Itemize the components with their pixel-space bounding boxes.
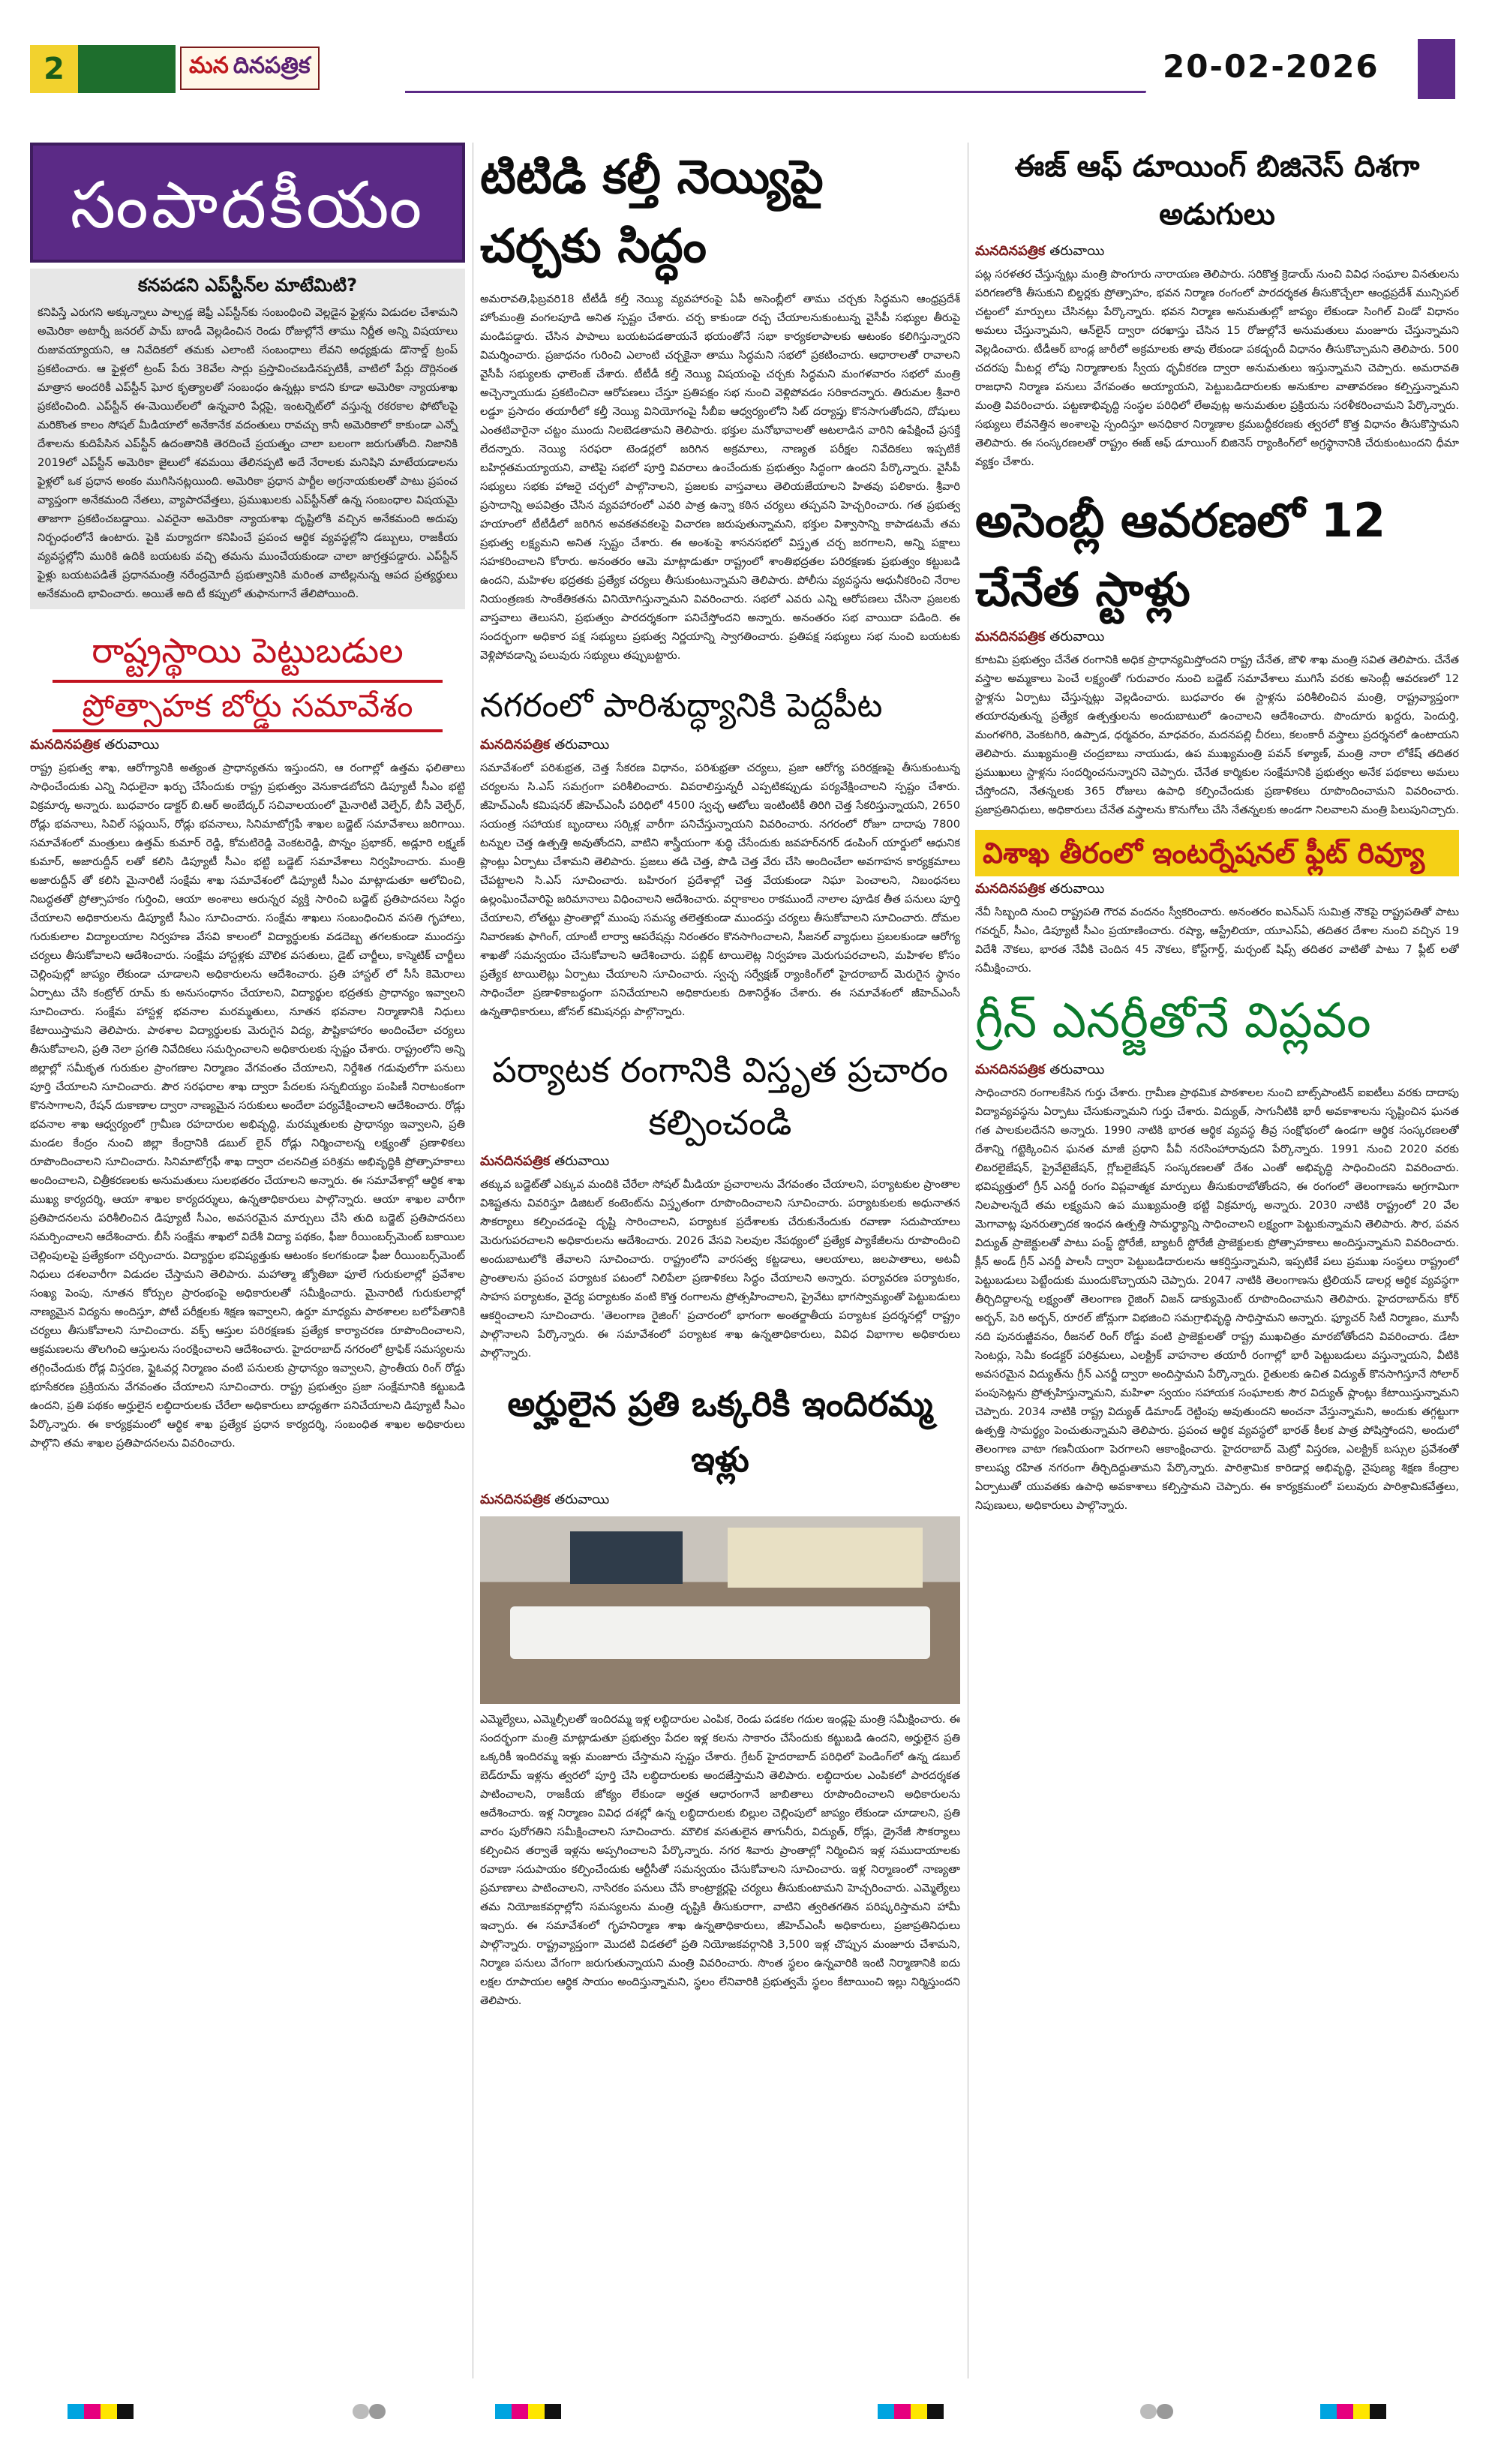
article-headline: అర్హులైన ప్రతి ఒక్కరికి ఇందిరమ్మ ఇళ్లు [507,1384,933,1480]
article-headline: నగరంలో పారిశుద్ధ్యానికి పెద్దపీట [480,687,883,725]
issue-date: 20-02-2026 [1163,48,1379,85]
article-headline: విశాఖ తీరంలో ఇంటర్నేషనల్ ఫ్లీట్ రివ్యూ [975,830,1459,876]
article-tourism [480,1044,960,1363]
date-banner [1118,39,1455,99]
article-body: ఎమ్మెల్యేలు, ఎమ్మెల్సీలతో ఇందిరమ్మ ఇళ్ల లబ్ధిదారుల ఎంపిక, రెండు పడకల గదుల ఇండ్లపై మంత్రి సమీక్షించారు. ఈ సందర్భంగా మంత్రి మాట్లాడుతూ ప్రభుత్వం పేదల ఇళ్ల కలను సాకారం చేసేందుకు కట్టుబడి ఉందని, అర్హులైన ప్రతి ఒక్కరికీ ఇందిరమ్మ ఇళ్లు మంజూరు చేస్తామని స్పష్టం చేశారు. గ్రేటర్ హైదరాబాద్ పరిధిలో పెండింగ్‌లో ఉన్న డబుల్ బెడ్‌రూమ్ ఇళ్లను త్వరలో పూర్తి చేసి లబ్ధిదారులకు అందజేస్తామని తెలిపారు. లబ్ధిదారుల ఎంపికలో పారదర్శకత పాటించాలని, రాజకీయ జోక్యం లేకుండా అర్హత ఆధారంగానే జాబితాలు రూపొందించాలని అధికారులను ఆదేశించారు. ఇళ్ల నిర్మాణం వివిధ దశల్లో ఉన్న లబ్ధిదారులకు బిల్లుల చెల్లింపులో జాప్యం లేకుండా చూడాలని, ప్రతి వారం పురోగతిని సమీక్షించాలని సూచించారు. మౌలిక వసతులైన తాగునీరు, విద్యుత్, రోడ్లు, డ్రైనేజీ సౌకర్యాలు కల్పించిన తర్వాతే ఇళ్లను అప్పగించాలని పేర్కొన్నారు. నగర శివారు ప్రాంతాల్లో నిర్మించిన ఇళ్ల సముదాయాలకు రవాణా సదుపాయం కల్పించేందుకు ఆర్టీసీతో సమన్వయం చేసుకోవాలని సూచించారు. ఇళ్ల నిర్మాణంలో నాణ్యతా ప్రమాణాలు పాటించాలని, నాసిరకం పనులు చేసే కాంట్రాక్టర్లపై చర్యలు తీసుకుంటామని హెచ్చరించారు. ఎమ్మెల్యేలు తమ నియోజకవర్గాల్లోని సమస్యలను మంత్రి దృష్టికి తీసుకురాగా, వాటిని త్వరితగతిన పరిష్కరిస్తామని హామీ ఇచ్చారు. ఈ సమావేశంలో గృహనిర్మాణ శాఖ ఉన్నతాధికారులు, జీహెచ్ఎంసీ అధికారులు, ప్రజాప్రతినిధులు పాల్గొన్నారు. రాష్ట్రవ్యాప్తంగా మొదటి విడతలో ప్రతి నియోజకవర్గానికి 3,500 ఇళ్ల చొప్పున మంజూరు చేశామని, నిర్మాణ పనులు వేగంగా జరుగుతున్నాయని మంత్రి వివరించారు. సొంత స్థలం ఉన్నవారికి ఇంటి నిర్మాణానికి ఐదు లక్షల రూపాయల ఆర్థిక సాయం అందిస్తున్నామని, స్థలం లేనివారికి ప్రభుత్వమే స్థలం కేటాయించి ఇల్లు నిర్మిస్తుందని తెలిపారు. [480,1713,960,2007]
article-body: రాష్ట్ర ప్రభుత్వ శాఖ, ఆరోగ్యానికి అత్యంత ప్రాధాన్యతను ఇస్తుందని, ఆ రంగాల్లో ఉత్తమ ఫలితాలు సాధించేందుకు ఎన్ని నిధులైనా ఖర్చు చేసేందుకు రాష్ట్ర ప్రభుత్వం వెనుకాడబోదని డిప్యూటీ సీఎం భట్టి విక్రమార్క అన్నారు. బుధవారం డాక్టర్ బి.ఆర్ అంబేద్కర్ సచివాలయంలో మైనారిటీ వెల్ఫేర్, బీసీ వెల్ఫేర్, రోడ్లు భవనాలు, సివిల్ సప్లయిస్, రోడ్లు భవనాలు, సినిమాటోగ్రఫీ శాఖల బడ్జెట్ సమావేశాలు జరిగాయి. సమావేశంలో మంత్రులు ఉత్తమ్ కుమార్ రెడ్డి, కోమటిరెడ్డి వెంకటరెడ్డి, పొన్నం ప్రభాకర్, అడ్లూరి లక్ష్మణ్ కుమార్, అజారుద్దీన్ లతో కలిసి డిప్యూటీ సీఎం భట్టి బడ్జెట్ సమావేశాలు నిర్వహించారు. మంత్రి అజారుద్దీన్ తో కలిసి మైనారిటీ సంక్షేమ శాఖ సమావేశంలో డిప్యూటీ సీఎం మాట్లాడుతూ ఆలోచించి, నిబద్ధతతో ప్రోత్సాహకం గుర్తించి, ఆయా అంశాలు ఆరున్నర వ్యక్తి సారించి బడ్జెట్ ప్రతిపాదనలు సిద్ధం చేయాలని అధికారులను డిప్యూటీ సీఎం సూచించారు. సంక్షేమ శాఖలు సంబంధించిన వసతి గృహాలు, గురుకులాల విద్యాలయాల నిర్వహణ వేసవి కాలంలో విద్యార్థులకు వడదెబ్బ తగలకుండా ముందస్తు చర్యలు తీసుకోవాలని ఆదేశించారు. సంక్షేమ హాస్టళ్లకు మౌలిక వసతులు, డైట్ చార్జీలు, కాస్మెటిక్ చార్జీలు చెల్లింపుల్లో జాప్యం లేకుండా చూడాలని అధికారులను ఆదేశించారు. ప్రతి హాస్టల్ లో సీసీ కెమెరాలు ఏర్పాటు చేసి కంట్రోల్ రూమ్ కు అనుసంధానం చేయాలని, విద్యార్థుల భద్రతకు ప్రాధాన్యం ఇవ్వాలని సూచించారు. సంక్షేమ హాస్టళ్ల భవనాల మరమ్మతులు, నూతన భవనాల నిర్మాణానికి నిధులు కేటాయిస్తామని తెలిపారు. పాఠశాల విద్యార్థులకు మెరుగైన విద్య, పౌష్టికాహారం అందించేలా చర్యలు తీసుకోవాలని, ప్రతి నెలా ప్రగతి నివేదికలు సమర్పించాలని అధికారులకు స్పష్టం చేశారు. రాష్ట్రంలోని అన్ని జిల్లాల్లో సమీకృత గురుకుల ప్రాంగణాల నిర్మాణం వేగవంతం చేయాలని, నిర్దేశిత గడువులోగా పనులు పూర్తి చేయాలని సూచించారు. పౌర సరఫరాల శాఖ ద్వారా పేదలకు సన్నబియ్యం పంపిణీ నిరాటంకంగా కొనసాగాలని, రేషన్ దుకాణాల ద్వారా నాణ్యమైన సరుకులు అందేలా పర్యవేక్షించాలని ఆదేశించారు. రోడ్లు భవనాల శాఖ ఆధ్వర్యంలో గ్రామీణ రహదారుల అభివృద్ధి, మరమ్మతులకు ప్రాధాన్యం ఇవ్వాలని, ప్రతి మండల కేంద్రం నుంచి జిల్లా కేంద్రానికి డబుల్ లైన్ రోడ్లు నిర్మించాలన్న లక్ష్యంతో ప్రణాళికలు రూపొందించాలని సూచించారు. సినిమాటోగ్రఫీ శాఖ ద్వారా చలనచిత్ర పరిశ్రమ అభివృద్ధికి ప్రోత్సాహకాలు అందించాలని, చిత్రీకరణలకు అనుమతులు సులభతరం చేయాలని అన్నారు. ఈ సమావేశాల్లో ఆర్థిక శాఖ ముఖ్య కార్యదర్శి, ఆయా శాఖల కార్యదర్శులు, ఉన్నతాధికారులు పాల్గొన్నారు. ఆయా శాఖల వారీగా ప్రతిపాదనలను పరిశీలించిన డిప్యూటీ సీఎం, అవసరమైన మార్పులు చేసి తుది బడ్జెట్ ప్రతిపాదనలు సమర్పించాలని ఆదేశించారు. బీసీ సంక్షేమ శాఖలో విదేశీ విద్యా పథకం, ఫీజు రీయింబర్స్‌మెంట్ బకాయిల చెల్లింపులపై ప్రత్యేకంగా చర్చించారు. విద్యార్థుల భవిష్యత్తుకు ఆటంకం కలగకుండా ఫీజు రీయింబర్స్‌మెంట్ నిధులు దశలవారీగా విడుదల చేస్తామని తెలిపారు. మహాత్మా జ్యోతిబా ఫూలే గురుకులాల్లో ప్రవేశాల సంఖ్య పెంపు, నూతన కోర్సుల ప్రారంభంపై అధికారులతో సమీక్షించారు. మైనారిటీ గురుకులాల్లో నాణ్యమైన విద్యను అందిస్తూ, పోటీ పరీక్షలకు శిక్షణ ఇవ్వాలని, ఉర్దూ మాధ్యమ పాఠశాలల బలోపేతానికి చర్యలు తీసుకోవాలని సూచించారు. వక్ఫ్ ఆస్తుల పరిరక్షణకు ప్రత్యేక కార్యాచరణ రూపొందించాలని, ఆక్రమణలను తొలగించి ఆస్తులను సంరక్షించాలని ఆదేశించారు. హైదరాబాద్ నగరంలో ట్రాఫిక్ సమస్యలను తగ్గించేందుకు రోడ్ల విస్తరణ, ఫ్లైఓవర్ల నిర్మాణం వంటి పనులకు ప్రాధాన్యం ఇవ్వాలని, ప్రాంతీయ రింగ్ రోడ్డు భూసేకరణ ప్రక్రియను వేగవంతం చేయాలని సూచించారు. రాష్ట్ర ప్రభుత్వం ప్రజా సంక్షేమానికి కట్టుబడి ఉందని, ప్రతి పథకం అర్హులైన లబ్ధిదారులకు చేరేలా అధికారులు బాధ్యతగా పనిచేయాలని డిప్యూటీ సీఎం పేర్కొన్నారు. ఈ కార్యక్రమంలో ఆర్థిక శాఖ ప్రత్యేక ప్రధాన కార్యదర్శి, సంబంధిత శాఖల అధికారులు పాల్గొని తమ శాఖల ప్రతిపాదనలను వివరించారు. [30,762,465,1450]
article-body: సాధించారని రంగాలకేసిన గుర్తు చేశారు. గ్రామీణ ప్రాథమిక పాఠశాలల నుంచి బాట్స్‌పాంటిన్‌ ఐఐటీలు వరకు దాదాపు విద్యావ్యవస్థను ఏర్పాటు చేసుకున్నామని గుర్తు చేశారు. విద్యుత్, సాగునీటికి భారీ అవకాశాలను సృష్టించిన ఘనత గత పాలకులదేనని అన్నారు. 1990 నాటికి భారత ఆర్థిక వ్యవస్థ తీవ్ర సంక్షోభంలో ఉండగా ఆర్థిక సంస్కరణలతో దేశాన్ని గట్టెక్కించిన ఘనత మాజీ ప్రధాని పీవీ నరసింహారావుదని పేర్కొన్నారు. 1991 నుంచి 2020 వరకు లిబరలైజేషన్, ప్రైవేటైజేషన్, గ్లోబలైజేషన్ సంస్కరణలతో దేశం ఎంతో అభివృద్ధి సాధించిందని వివరించారు. భవిష్యత్తులో గ్రీన్ ఎనర్జీ రంగం విప్లవాత్మక మార్పులు తీసుకురాబోతోందని, ఈ రంగంలో తెలంగాణను అగ్రగామిగా నిలపాలన్నదే తమ లక్ష్యమని ఉప ముఖ్యమంత్రి భట్టి విక్రమార్క అన్నారు. 2030 నాటికి రాష్ట్రంలో 20 వేల మెగావాట్ల పునరుత్పాదక ఇంధన ఉత్పత్తి సామర్థ్యాన్ని సాధించాలని లక్ష్యంగా పెట్టుకున్నామని తెలిపారు. సౌర, పవన విద్యుత్ ప్రాజెక్టులతో పాటు పంప్డ్ స్టోరేజీ, బ్యాటరీ స్టోరేజీ ప్రాజెక్టులకు ప్రోత్సాహకాలు అందిస్తున్నామని వివరించారు. క్లీన్ అండ్ గ్రీన్ ఎనర్జీ పాలసీ ద్వారా పెట్టుబడిదారులను ఆకర్షిస్తున్నామని, ఇప్పటికే పలు ప్రముఖ సంస్థలు రాష్ట్రంలో పెట్టుబడులు పెట్టేందుకు ముందుకొచ్చాయని చెప్పారు. 2047 నాటికి తెలంగాణను ట్రిలియన్ డాలర్ల ఆర్థిక వ్యవస్థగా తీర్చిదిద్దాలన్న లక్ష్యంతో తెలంగాణ రైజింగ్ విజన్ డాక్యుమెంట్ రూపొందించామని తెలిపారు. హైదరాబాద్‌ను కోర్ అర్బన్, పెరి అర్బన్, రూరల్ జోన్లుగా విభజించి సమగ్రాభివృద్ధి సాధిస్తామని అన్నారు. ఫ్యూచర్ సిటీ నిర్మాణం, మూసీ నది పునరుజ్జీవనం, రీజనల్ రింగ్ రోడ్డు వంటి ప్రాజెక్టులతో రాష్ట్ర ముఖచిత్రం మారబోతోందని వివరించారు. డేటా సెంటర్లు, సెమీ కండక్టర్ పరిశ్రమలు, ఎలక్ట్రిక్ వాహనాల తయారీ రంగాల్లో భారీ పెట్టుబడులు వస్తున్నాయని, వీటికి అవసరమైన విద్యుత్‌ను గ్రీన్ ఎనర్జీ ద్వారా అందిస్తామని పేర్కొన్నారు. రైతులకు ఉచిత విద్యుత్ కొనసాగిస్తూనే సోలార్ పంపుసెట్లను ప్రోత్సహిస్తున్నామని, మహిళా స్వయం సహాయక సంఘాలకు సౌర విద్యుత్ ప్లాంట్లు కేటాయిస్తున్నామని చెప్పారు. 2034 నాటికి రాష్ట్ర విద్యుత్ డిమాండ్ రెట్టింపు అవుతుందని అంచనా వేస్తున్నామని, అందుకు తగ్గట్టుగా ఉత్పత్తి సామర్థ్యం పెంచుతున్నామని తెలిపారు. ప్రపంచ ఆర్థిక వ్యవస్థలో భారత్ కీలక పాత్ర పోషిస్తోందని, అందులో తెలంగాణ వాటా గణనీయంగా పెరగాలని ఆకాంక్షించారు. హైదరాబాద్ మెట్రో విస్తరణ, ఎలక్ట్రిక్ బస్సుల ప్రవేశంతో కాలుష్య రహిత నగరంగా తీర్చిదిద్దుతామని పేర్కొన్నారు. పారిశ్రామిక కారిడార్ల అభివృద్ధి, నైపుణ్య శిక్షణ కేంద్రాల ఏర్పాటుతో యువతకు ఉపాధి అవకాశాలు కల్పిస్తామని చెప్పారు. ఈ కార్యక్రమంలో పలువురు పారిశ్రామికవేత్తలు, నిపుణులు, అధికారులు పాల్గొన్నారు. [975,1086,1459,1512]
article-body: కూటమి ప్రభుత్వం చేనేత రంగానికి అధిక ప్రాధాన్యమిస్తోందని రాష్ట్ర చేనేత, జౌళి శాఖ మంత్రి సవిత తెలిపారు. చేనేత వస్త్రాల అమ్మకాలు పెంచే లక్ష్యంతో గురువారం నుంచి బడ్జెట్ సమావేశాలు ముగిసే వరకు అసెంబ్లీ ఆవరణలో 12 స్టాళ్లను ఏర్పాటు చేస్తున్నట్లు వెల్లడించారు. బుధవారం ఈ స్టాళ్లను పరిశీలించిన మంత్రి, రాష్ట్రవ్యాప్తంగా తయారవుతున్న ప్రత్యేక ఉత్పత్తులను అందుబాటులో ఉంచాలని ఆదేశించారు. పొందూరు ఖద్దరు, పెందుర్తి, మంగళగిరి, వెంకటగిరి, ఉప్పాడ, ధర్మవరం, మాధవరం, మదనపల్లి చీరలు, కలంకారీ వస్త్రాలు ప్రదర్శనలో ఉంటాయని తెలిపారు. ముఖ్యమంత్రి చంద్రబాబు నాయుడు, ఉప ముఖ్యమంత్రి పవన్ కళ్యాణ్, మంత్రి నారా లోకేష్ తదితర ప్రముఖులు స్టాళ్లను సందర్శించనున్నారని చెప్పారు. చేనేత కార్మికుల సంక్షేమానికి ప్రభుత్వం అనేక పథకాలు అమలు చేస్తోందని, నేతన్నలకు 365 రోజులు ఉపాధి కల్పించేందుకు ప్రణాళికలు రూపొందించామని వివరించారు. ప్రజాప్రతినిధులు, అధికారులు చేనేత వస్త్రాలను కొనుగోలు చేసి నేతన్నలకు అండగా నిలవాలని మంత్రి పిలుపునిచ్చారు. [975,654,1459,816]
color-bar [68,2404,134,2419]
color-bar [1140,2404,1173,2419]
color-bar [878,2404,944,2419]
color-bar [353,2404,386,2419]
article-green-energy [975,985,1459,1515]
photo-screen [570,1531,683,1584]
masthead-accent [78,45,176,93]
article-headline: రాష్ట్రస్థాయి పెట్టుబడుల [92,630,404,671]
article-sanitation [480,680,960,1021]
article-housing [480,1376,960,2010]
photo-table [510,1606,930,1659]
header-rule [405,45,1155,93]
print-color-bars [0,2404,1489,2425]
article-byline: మనదినపత్రిక తరువాయి [480,1492,610,1507]
column-middle [480,143,960,2386]
article-investments [30,626,465,1453]
article-body: పట్ల సరళతర చేస్తున్నట్లు మంత్రి పొంగూరు నారాయణ తెలిపారు. సరికొత్త క్రెడాయ్ నుంచి వివిధ సంఘాల వినతులను పరిగణలోకి తీసుకుని బిల్డర్లకు ప్రోత్సాహం, భవన నిర్మాణ రంగంలో పారదర్శకత తీసుకొచ్చేలా ఆంధ్రప్రదేశ్ మున్సిపల్ చట్టంలో మార్పులు చేసినట్లు పేర్కొన్నారు. భవన నిర్మాణ అనుమతుల్లో జాప్యం లేకుండా సింగిల్ విండో విధానం అమలు చేస్తున్నామని, ఆన్‌లైన్ ద్వారా దరఖాస్తు చేసిన 15 రోజుల్లోనే అనుమతులు మంజూరు చేస్తున్నామని వెల్లడించారు. టీడీఆర్ బాండ్ల జారీలో అక్రమాలకు తావు లేకుండా పకడ్బందీ విధానం తీసుకొచ్చామని తెలిపారు. 500 చదరపు మీటర్ల లోపు నిర్మాణాలకు స్వీయ ధృవీకరణ ద్వారా అనుమతులు ఇస్తున్నామని చెప్పారు. అమరావతి రాజధాని నిర్మాణ పనులు వేగవంతం అయ్యాయని, పెట్టుబడిదారులకు అనుకూల వాతావరణం కల్పిస్తున్నామని మంత్రి వివరించారు. పట్టణాభివృద్ధి సంస్థల పరిధిలో లేఅవుట్ల అనుమతుల ప్రక్రియను సరళీకరించామని పేర్కొన్నారు. సభ్యులు లేవనెత్తిన అంశాలపై స్పందిస్తూ అనధికార నిర్మాణాల క్రమబద్ధీకరణకు త్వరలో కొత్త విధానం తీసుకొస్తామని తెలిపారు. ఈ సంస్కరణలతో రాష్ట్రం ఈజ్ ఆఫ్ డూయింగ్ బిజినెస్ ర్యాంకింగ్‌లో అగ్రస్థానానికి చేరుకుంటుందని ధీమా వ్యక్తం చేశారు. [975,268,1459,468]
article-body: అమరావతి,ఫిబ్రవరి18 టీటీడీ కల్తీ నెయ్యి వ్యవహారంపై ఏపీ అసెంబ్లీలో తాము చర్చకు సిద్ధమని ఆంధ్రప్రదేశ్ హోంమంత్రి వంగలపూడి అనిత స్పష్టం చేశారు. చర్చ కాకుండా రచ్చ చేయాలనుకుంటున్న వైసీపీ సభ్యుల తీరుపై మండిపడ్డారు. చేసిన పాపాలు బయటపడతాయనే భయంతోనే సభా కార్యకలాపాలకు ఆటంకం కలిగిస్తున్నారని విమర్శించారు. ప్రజాధనం గురించి ఎలాంటి చర్చకైనా తాము సిద్ధమని సభలో ప్రకటించారు. ఆధారాలతో రావాలని వైసీపీ సభ్యులకు ఛాలెంజ్ చేశారు. టీటీడీ కల్తీ నెయ్యి విషయంపై చర్చకు సిద్ధమని మంగళవారం సభలో మంత్రి అచ్చెన్నాయుడు ప్రకటించినా ఆరోపణలు చేస్తూ ప్రతిపక్షం సభ నుంచి వెళ్లిపోవడం సరికాదన్నారు. తిరుమల శ్రీవారి లడ్డూ ప్రసాదం తయారీలో కల్తీ నెయ్యి వినియోగంపై సీబీఐ ఆధ్వర్యంలోని సిట్ దర్యాప్తు కొనసాగుతోందని, దోషులు ఎంతటివారైనా చట్టం ముందు నిలబెడతామని తెలిపారు. భక్తుల మనోభావాలతో ఆటలాడిన వారిని ఉపేక్షించే ప్రసక్తే లేదన్నారు. నెయ్యి సరఫరా టెండర్లలో జరిగిన అక్రమాలు, నాణ్యత పరీక్షల నివేదికలు ఇప్పటికే బహిర్గతమయ్యాయని, వాటిపై సభలో పూర్తి వివరాలు ఉంచేందుకు ప్రభుత్వం సిద్ధంగా ఉందని పేర్కొన్నారు. వైసీపీ సభ్యులు సభకు హాజరై చర్చలో పాల్గొనాలని, ప్రజలకు వాస్తవాలు తెలియజేయాలని హితవు పలికారు. శ్రీవారి ప్రసాదాన్ని అపవిత్రం చేసిన వ్యవహారంలో ఎవరి పాత్ర ఉన్నా కఠిన చర్యలు తప్పవని హెచ్చరించారు. గత ప్రభుత్వ హయాంలో టీటీడీలో జరిగిన అవకతవకలపై విచారణ జరుపుతున్నామని, భక్తుల విశ్వాసాన్ని కాపాడటమే తమ ప్రభుత్వ లక్ష్యమని అనిత స్పష్టం చేశారు. ఈ అంశంపై శాసనసభలో విస్తృత చర్చ జరగాలని, అన్ని పక్షాలు సహకరించాలని కోరారు. అనంతరం ఆమె మాట్లాడుతూ రాష్ట్రంలో శాంతిభద్రతల పరిరక్షణకు ప్రభుత్వం కట్టుబడి ఉందని, మహిళల భద్రతకు ప్రత్యేక చర్యలు తీసుకుంటున్నామని తెలిపారు. పోలీసు వ్యవస్థను ఆధునీకరించి నేరాల నియంత్రణకు సాంకేతికతను వినియోగిస్తున్నామని వివరించారు. సభలో ఎవరు ఎన్ని ఆరోపణలు చేసినా ప్రజలకు వాస్తవాలు తెలుసని, ప్రభుత్వం పారదర్శకంగా పనిచేస్తోందని అన్నారు. అనంతరం సభ వాయిదా పడింది. ఈ సందర్భంగా అధికార పక్ష సభ్యులు ప్రభుత్వ నిర్ణయాన్ని స్వాగతించారు. ప్రతిపక్ష సభ్యులు సభ నుంచి బయటకు వెళ్లిపోవడాన్ని పలువురు సభ్యులు తప్పుబట్టారు. [480,293,960,662]
article-byline: మనదినపత్రిక తరువాయి [30,737,160,753]
article-headline: ఈజ్ ఆఫ్ డూయింగ్ బిజినెస్ దిశగా అడుగులు [1014,149,1420,232]
article-body: నేవీ సిబ్బంది నుంచి రాష్ట్రపతి గౌరవ వందనం స్వీకరించారు. అనంతరం ఐఎన్ఎస్ సుమిత్ర నౌకపై రాష్ట్రపతితో పాటు గవర్నర్, సీఎం, డిప్యూటీ సీఎం ప్రయాణించారు. రష్యా, ఆస్ట్రేలియా, యూఎస్ఏ, తదితర దేశాల నుంచి వచ్చిన 19 విదేశీ నౌకలు, భారత నేవీకి చెందిన 45 నౌకలు, కోస్ట్‌గార్డ్, మర్చంట్ షిప్స్ తదితర వాటితో పాటు 7 ఫ్లీట్ లతో సమీక్షించారు. [975,906,1459,975]
article-handloom [975,486,1459,819]
article-headline: గ్రీన్ ఎనర్జీతోనే విప్లవం [975,993,1371,1049]
article-headline: అసెంబ్లీ ఆవరణలో 12 చేనేత స్టాళ్లు [975,493,1386,617]
article-ttd [480,143,960,665]
photo-banner [728,1528,923,1588]
article-byline: మనదినపత్రిక తరువాయి [975,1062,1105,1077]
article-headline: టిటిడి కల్తీ నెయ్యిపై చర్చకు సిద్ధం [480,149,824,273]
color-bar [1320,2404,1386,2419]
article-byline: మనదినపత్రిక తరువాయి [975,243,1105,259]
column-left [30,143,465,2386]
column-right [975,143,1459,2386]
editorial-banner: సంపాదకీయం [30,143,465,263]
article-business [975,143,1459,471]
article-headline-boxed: ప్రోత్సాహక బోర్డు సమావేశం [53,680,443,732]
article-byline: మనదినపత్రిక తరువాయి [480,737,610,753]
logo-prefix: మన [189,53,229,79]
color-bar [495,2404,561,2419]
masthead [30,39,1455,96]
editorial-title: కనపడని ఎప్‌స్టీన్‌ల మాటేమిటి? [137,275,358,296]
newspaper-logo [180,47,320,90]
article-body: సమావేశంలో పరిశుభ్రత, చెత్త సేకరణ విధానం, పరిశుభ్రతా చర్యలు, ప్రజా ఆరోగ్య పరిరక్షణపై తీసుకుంటున్న చర్యలను సి.ఎస్ సమగ్రంగా పరిశీలించారు. వివరాలిస్తున్నరీ ఎప్పటికప్పుడు పర్యవేక్షించాలని స్పష్టం చేశారు. జీహెచ్ఎంసీ కమిషనర్ జీహెచ్ఎంసీ పరిధిలో 4500 స్వచ్ఛ ఆటోలు ఇంటింటికీ తిరిగి చెత్త సేకరిస్తున్నాయని, 2650 సయంత్ర సహాయక బృందాలు సర్కిళ్ల వారీగా పనిచేస్తున్నాయని వివరించారు. నగరంలో రోజూ దాదాపు 7800 టన్నుల చెత్త ఉత్పత్తి అవుతోందని, వాటిని శాస్త్రీయంగా శుద్ధి చేసేందుకు జవహర్‌నగర్ డంపింగ్ యార్డులో ఆధునిక ప్లాంట్లు ఏర్పాటు చేశామని తెలిపారు. ప్రజలు తడి చెత్త, పొడి చెత్త వేరు చేసి అందించేలా అవగాహన కార్యక్రమాలు చేపట్టాలని సి.ఎస్ సూచించారు. బహిరంగ ప్రదేశాల్లో చెత్త వేయకుండా నిఘా పెంచాలని, నిబంధనలు ఉల్లంఘించేవారిపై జరిమానాలు విధించాలని ఆదేశించారు. వర్షాకాలం రాకముందే నాలాల పూడిక తీత పనులు పూర్తి చేయాలని, లోతట్టు ప్రాంతాల్లో ముంపు సమస్య తలెత్తకుండా ముందస్తు చర్యలు తీసుకోవాలని సూచించారు. దోమల నివారణకు ఫాగింగ్, యాంటీ లార్వా ఆపరేషన్లు నిరంతరం కొనసాగించాలని, సీజనల్ వ్యాధులు ప్రబలకుండా ఆరోగ్య శాఖతో సమన్వయం చేసుకోవాలని ఆదేశించారు. పబ్లిక్ టాయిలెట్ల నిర్వహణ మెరుగుపరచాలని, మహిళల కోసం ప్రత్యేక టాయిలెట్లు ఏర్పాటు చేయాలని సూచించారు. స్వచ్ఛ సర్వేక్షణ్ ర్యాంకింగ్‌లో హైదరాబాద్ మెరుగైన స్థానం సాధించేలా ప్రణాళికాబద్ధంగా పనిచేయాలని అధికారులకు దిశానిర్దేశం చేశారు. ఈ సమావేశంలో జీహెచ్ఎంసీ ఉన్నతాధికారులు, జోనల్ కమిషనర్లు పాల్గొన్నారు. [480,762,960,1018]
article-byline: మనదినపత్రిక తరువాయి [975,629,1105,645]
article-headline: పర్యాటక రంగానికి విస్తృత ప్రచారం కల్పించండి [492,1050,948,1143]
article-body: తక్కువ బడ్జెట్‌తో ఎక్కువ మందికి చేరేలా సోషల్ మీడియా ప్రచారాలను వేగవంతం చేయాలని, పర్యాటకుల ప్రాంతాల విశిష్టతను వివరిస్తూ డిజిటల్ కంటెంట్‌ను విస్తృతంగా రూపొందించాలని సూచించారు. పర్యాటకులకు అధునాతన సౌకర్యాలు కల్పించడంపై దృష్టి సారించాలని, పర్యాటక ప్రదేశాలకు చేరుకునేందుకు రవాణా సదుపాయాలు మెరుగుపరచాలని అధికారులను ఆదేశించారు. 2026 వేసవి సెలవుల నేపథ్యంలో ప్రత్యేక ప్యాకేజీలను రూపొందించి అందుబాటులోకి తేవాలని సూచించారు. రాష్ట్రంలోని వారసత్వ కట్టడాలు, ఆలయాలు, జలపాతాలు, అటవీ ప్రాంతాలను ప్రపంచ పర్యాటక పటంలో నిలిపేలా ప్రణాళికలు సిద్ధం చేయాలని అన్నారు. పర్యావరణ పర్యాటకం, సాహస పర్యాటకం, వైద్య పర్యాటకం వంటి కొత్త రంగాలను ప్రోత్సహించాలని, ప్రైవేటు భాగస్వామ్యంతో పెట్టుబడులు ఆకర్షించాలని సూచించారు. 'తెలంగాణ రైజింగ్' ప్రచారంలో భాగంగా అంతర్జాతీయ పర్యాటక ప్రదర్శనల్లో రాష్ట్రం పాల్గొనాలని పేర్కొన్నారు. ఈ సమావేశంలో పర్యాటక శాఖ ఉన్నతాధికారులు, వివిధ విభాగాల అధికారులు పాల్గొన్నారు. [480,1178,960,1360]
article-byline: మనదినపత్రిక తరువాయి [975,881,1105,897]
editorial-body: కనిపిస్తే ఎరుగని అక్కున్నాలు పాల్పడ్డ జెఫ్రీ ఎప్‌స్టీన్‌కు సంబంధించి వెల్లడైన ఫైళ్లను విడుదల చేశామని అమెరికా అటార్నీ జనరల్ పామ్ బాండీ వెల్లడించిన రెండు రోజుల్లోనే తాము నిర్ణీత అన్ని విషయాలు రుజువయ్యాయని, ఆ నివేదికలో తమకు ఎలాంటి సంబంధాలు లేవని అధ్యక్షుడు డొనాల్డ్ ట్రంప్ ప్రకటించారు. ఆ ఫైళ్లలో ట్రంప్ పేరు 38వేల సార్లు ప్రస్తావించబడినప్పటికీ, వాటిలో పేర్లు దొర్లినంత మాత్రాన అందరికీ ఎప్‌స్టీన్ ఘోర కృత్యాలతో సంబంధం ఉన్నట్లు కాదని కూడా అమెరికా న్యాయశాఖ ప్రకటించింది. ఎప్‌స్టీన్ ఈ-మెయిల్‌లలో ఉన్నవారి పేర్లపై, ఇంటర్నెట్‌లో వస్తున్న రకరకాల ఫోటోలపై మరికొంత కాలం సోషల్ మీడియాలో అనేకానేక వదంతులు రావచ్చు కానీ అమెరికాలో కాకుండా ఎన్నో దేశాలను కుదిపేసిన ఎప్‌స్టీన్ ఉదంతానికి తెరదించే ప్రయత్నం చాలా బలంగా జరుగుతోంది. నిజానికి 2019లో ఎప్‌స్టీన్ అమెరికా జైలులో శవమయి తేలినప్పటి అదే నేరాలకు మనిషిని మాటేయడాలను ఫైళ్లలో ఒక ప్రధాన అంకం ముగిసినట్లయింది. అమెరికా ప్రధాన పార్టీల అగ్రనాయకులతో పాటు ప్రపంచ వ్యాప్తంగా అనేకమంది నేతలు, వ్యాపారవేత్తలు, ప్రముఖులకు ఎప్‌స్టీన్‌తో ఉన్న సంబంధాల విషయమై తాజాగా ప్రకటించబడ్డాయి. ఎవరైనా అమెరికా న్యాయశాఖ దృష్టిలోకి వచ్చిన అనేకమంది అదుపు నిర్బంధంలోనే ఉంటారు. పైకి మర్యాదగా కనిపించే ప్రపంచ ఆర్థిక వ్యవస్థల్లోని డబ్బులు, రాజకీయ వ్యవస్థల్లోని మురికి ఉదికి బయటకు వచ్చి తమను ముంచేయకుండా చాలా జాగ్రత్తపడ్డారు. ఎప్‌స్టీన్ ఫైళ్లు బయటపడితే ప్రధానమంత్రి నరేంద్రమోదీ ప్రభుత్వానికి మరింత వాటిల్లనున్న ఆపద ప్రత్యర్థులు అనేకమంది భావించారు. అయితే అది టీ కప్పులో తుఫానుగానే తేలిపోయింది. [38,306,458,600]
article-fleet [975,830,1459,978]
meeting-photo [480,1516,960,1704]
editorial-box [30,269,465,609]
page-number: 2 [30,45,78,93]
logo-title: దినపత్రిక [233,53,311,79]
article-byline: మనదినపత్రిక తరువాయి [480,1153,610,1169]
